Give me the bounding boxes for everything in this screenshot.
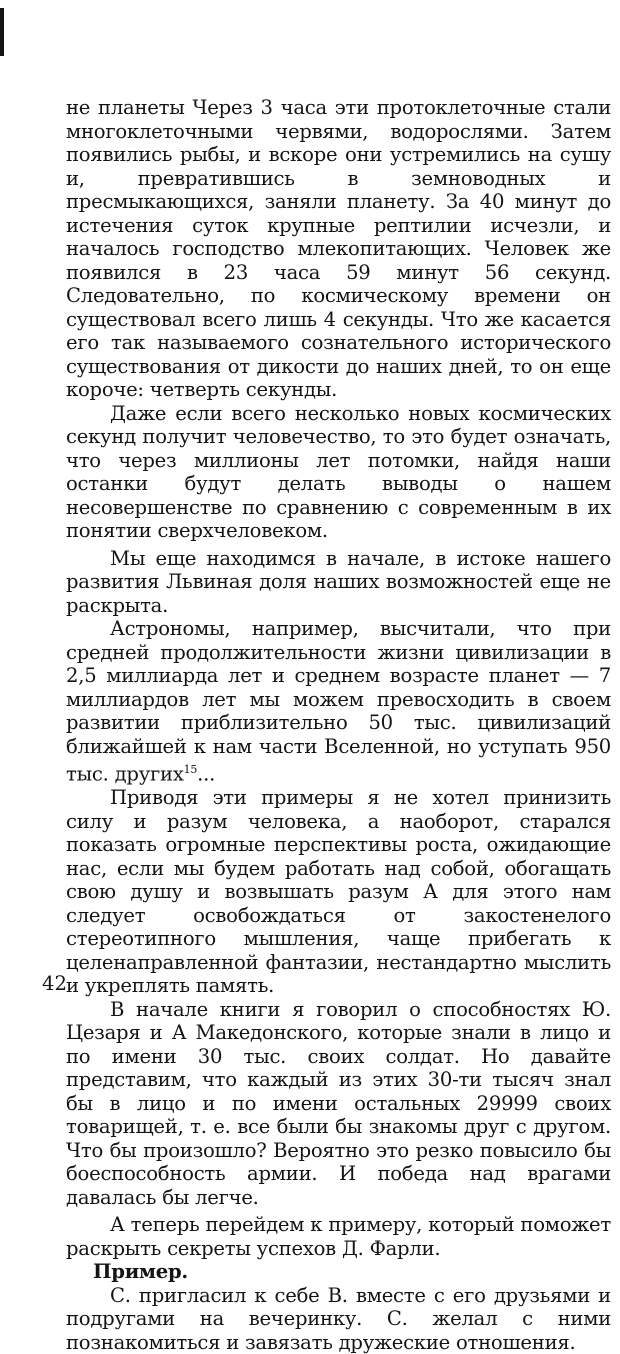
- example-heading: Пример.: [93, 1260, 188, 1284]
- paragraph-2: Даже если всего несколько новых космических секунд получит человечество, то это будет означать, что через миллионы лет потомки, найдя наши останки будут делать выводы о нашем несовершенстве по сравнению с современным в их понятии сверхчеловеком.: [66, 401, 611, 542]
- paragraph-4-ellipsis: ...: [197, 762, 216, 786]
- paragraph-8: С. пригласил к себе В. вместе с его друзьями и подругами на вечеринку. С. желал с ними познакомиться и завязать дружеские отношения.: [66, 1283, 611, 1354]
- body-text: [66, 96, 611, 1354]
- page-number: 42: [42, 972, 67, 995]
- paragraph-4-text: Астрономы, например, высчитали, что при средней продолжительности жизни цивилизации в 2,5 миллиарда лет и среднем возрасте планет — 7 миллиардов лет мы можем превосходить в своем развитии приблизительно 50 тыс. цивилизаций ближайшей к нам части Вселенной, но уступать 950 тыс. других: [66, 617, 611, 786]
- paragraph-3: Мы еще находимся в начале, в истоке нашего развития Львиная доля наших возможностей еще не раскрыта.: [66, 546, 611, 617]
- page-edge-mark: [0, 8, 4, 56]
- paragraph-5: Приводя эти примеры я не хотел принизить силу и разум человека, а наоборот, старался показать огромные перспективы роста, ожидающие нас, если мы будем работать над собой, обогащать свою душу и возвышать разум А для этого нам следует освобождаться от закостенелого стереотипного мышления, чаще прибегать к целенаправленной фантазии, нестандартно мыслить и укреплять память.: [66, 786, 611, 998]
- paragraph-1: не планеты Через 3 часа эти протоклеточные стали многоклеточными червями, водорослями. Затем появились рыбы, и вскоре они устремились на сушу и, превратившись в земноводных и пресмыкающихся, заняли планету. За 40 минут до истечения суток крупные рептилии исчезли, и началось господство млекопитающих. Человек же появился в 23 часа 59 минут 56 секунд. Следовательно, по космическому времени он существовал всего лишь 4 секунды. Что же касается его так называемого сознательного исторического существования от дикости до наших дней, то он еще короче: четверть секунды.: [66, 96, 611, 401]
- paragraph-7: А теперь перейдем к примеру, который поможет раскрыть секреты успехов Д. Фарли.: [66, 1213, 611, 1260]
- paragraph-4: [66, 617, 611, 786]
- footnote-marker: 15: [183, 763, 198, 776]
- paragraph-6: В начале книги я говорил о способностях Ю. Цезаря и А Македонского, которые знали в лицо и по имени 30 тыс. своих солдат. Но давайте представим, что каждый из этих 30-ти тысяч знал бы в лицо и по имени остальных 29999 своих товарищей, т. е. все были бы знакомы друг с другом. Что бы произошло? Вероятно это резко повысило бы боеспособность армии. И победа над врагами давалась бы легче.: [66, 997, 611, 1209]
